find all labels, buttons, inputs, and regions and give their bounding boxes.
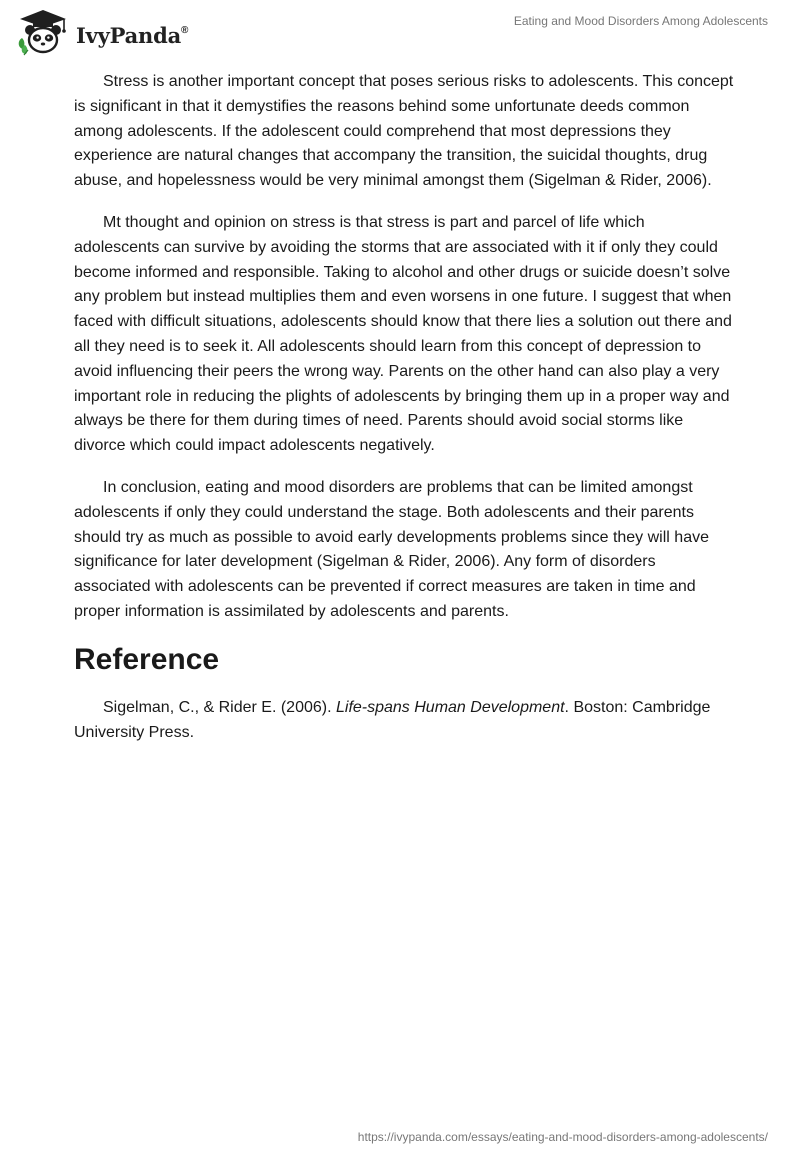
document-title: Eating and Mood Disorders Among Adolescents: [513, 14, 768, 28]
paragraph: In conclusion, eating and mood disorders are problems that can be limited amongst adolescents if only they could understand the stage. Both adolescents and their parents should try as much as possible to avoid early developments problems since they will have significance for later development (Sigelman & Rider, 2006). Any form of disorders associated with adolescents can be prevented if correct measures are taken in time and proper information is assimilated by adolescents and parents.: [74, 478, 709, 620]
paragraph: Mt thought and opinion on stress is that stress is part and parcel of life which adolescents can survive by avoiding the storms that are associated with it if only they could become informed and responsible. Taking to alcohol and other drugs or suicide doesn’t solve any problem but instead multiplies them and even worsens in one future. I suggest that when faced with difficult situations, adolescents should know that there lies a solution out there and all they need is to seek it. All adolescents should learn from this concept of depression to avoid influencing their peers the wrong way. Parents on the other hand can also play a very important role in reducing the plights of adolescents by bringing them up in a proper way and always be there for them during times of need. Parents should avoid social storms like divorce which could impact adolescents negatively.: [74, 213, 732, 455]
paragraph: Stress is another important concept that poses serious risks to adolescents. This concept is significant in that it demystifies the reasons behind some unfortunate deeds common among adolescents. If the adolescent could comprehend that most depressions they experience are natural changes that accompany the transition, the suicidal thoughts, drug abuse, and hopelessness would be very minimal amongst them (Sigelman & Rider, 2006).: [74, 73, 734, 190]
ivypanda-logo[interactable]: [14, 8, 188, 56]
source-url[interactable]: https://ivypanda.com/essays/eating-and-mood-disorders-among-adolescents/: [357, 1130, 768, 1144]
panda-graduate-icon: [14, 8, 72, 56]
reference-entry: [74, 696, 734, 746]
page-header: [0, 0, 800, 60]
reference-authors: Sigelman, C., & Rider E. (2006).: [103, 698, 336, 716]
brand-name: IvyPanda®: [76, 22, 189, 48]
reference-title: Life-spans Human Development: [335, 698, 565, 716]
reference-publisher: . Boston: Cambridge University Press.: [74, 698, 711, 741]
reference-heading: Reference: [74, 642, 220, 676]
essay-content: [74, 70, 734, 745]
